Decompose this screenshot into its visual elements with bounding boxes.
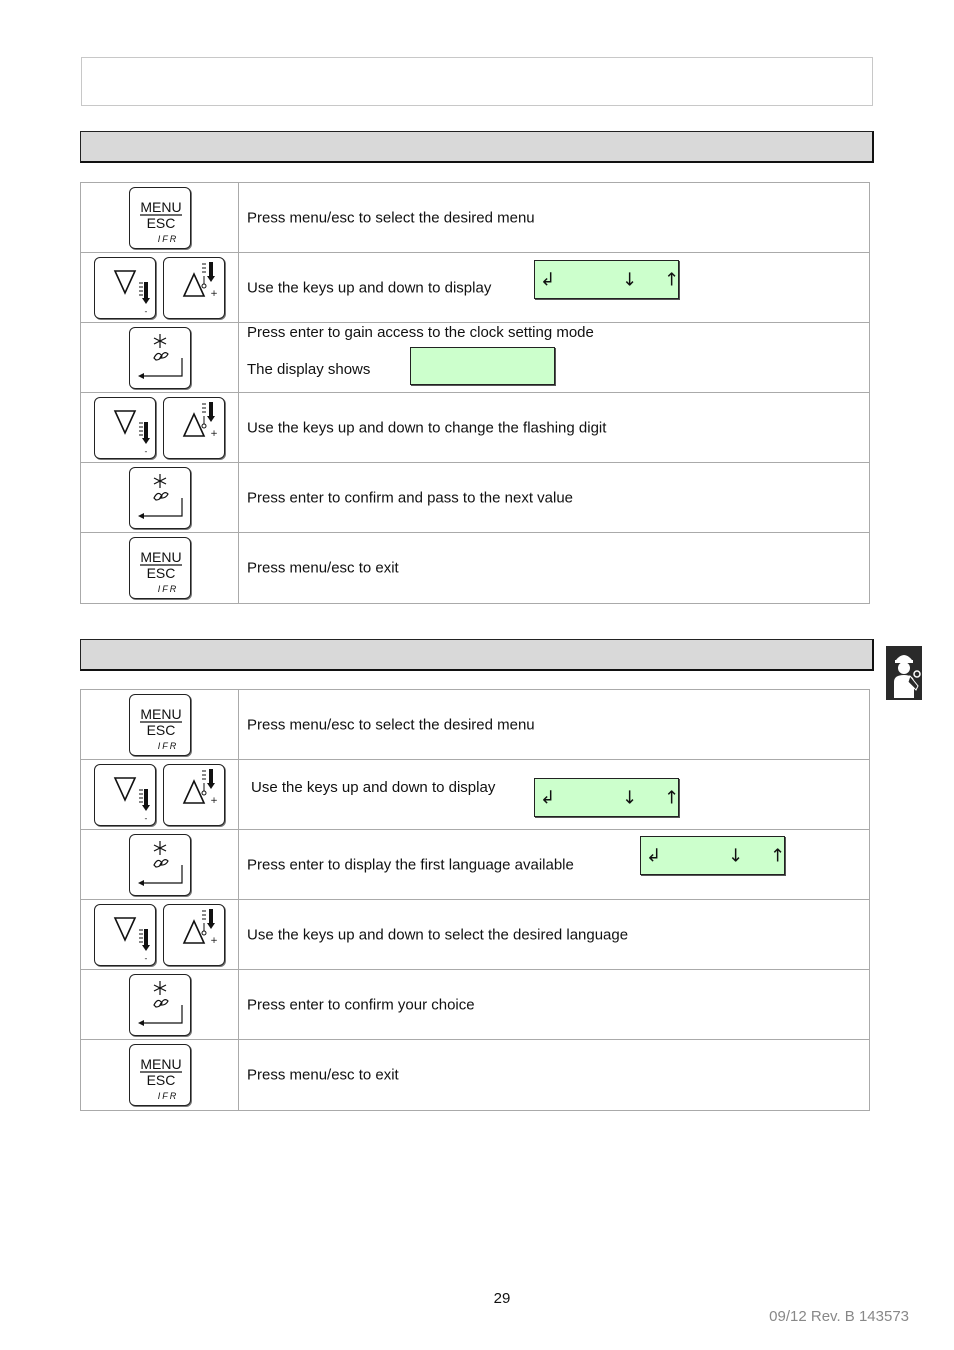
up-key[interactable]	[163, 257, 225, 319]
key-cell	[81, 760, 239, 829]
svg-text:-: -	[144, 813, 148, 823]
menu-esc-key[interactable]	[129, 694, 191, 756]
menu-esc-key[interactable]	[129, 537, 191, 599]
technician-tab	[886, 646, 922, 700]
table-row	[81, 900, 869, 970]
table-row	[81, 183, 869, 253]
esc-key-label: ESC	[146, 1072, 175, 1088]
ifr-key-label: IFR	[157, 233, 178, 244]
technician-icon	[886, 646, 922, 700]
key-cell	[81, 830, 239, 899]
svg-text:+: +	[210, 428, 218, 439]
down-key[interactable]	[94, 257, 156, 319]
lcd-display	[534, 778, 679, 817]
step-text: Press enter to confirm your choice	[247, 996, 475, 1013]
up-key[interactable]	[163, 397, 225, 459]
table-row	[81, 970, 869, 1040]
step-text: Press menu/esc to exit	[247, 559, 399, 577]
menu-esc-key[interactable]	[129, 187, 191, 249]
header-box	[81, 57, 873, 106]
step-text: Press enter to gain access to the clock setting mode	[247, 324, 594, 341]
up-arrow-icon: ↑	[664, 269, 680, 290]
step-text: Press menu/esc to select the desired menu	[247, 716, 535, 733]
section-header-language	[80, 639, 874, 671]
steps-table-clock	[80, 182, 870, 604]
esc-key-label: ESC	[146, 565, 175, 581]
steps-table-language	[80, 689, 870, 1111]
enter-key[interactable]	[129, 974, 191, 1036]
lcd-display	[640, 836, 785, 875]
esc-key-label: ESC	[146, 721, 175, 738]
key-cell	[81, 463, 239, 532]
lcd-display	[410, 347, 555, 385]
key-cell	[81, 690, 239, 759]
table-row	[81, 463, 869, 533]
esc-key-label: ESC	[146, 214, 175, 231]
step-text: Press menu/esc to select the desired menu	[247, 209, 535, 226]
ifr-key-label: IFR	[157, 1091, 178, 1101]
step-text: Use the keys up and down to select the desired language	[247, 926, 629, 943]
svg-text:-: -	[144, 953, 148, 963]
enter-key[interactable]	[129, 327, 191, 389]
key-cell	[81, 970, 239, 1039]
key-cell	[81, 323, 239, 392]
menu-key-label: MENU	[139, 705, 182, 722]
menu-esc-key[interactable]	[129, 1044, 191, 1106]
table-row	[81, 1040, 869, 1110]
up-arrow-icon: ↑	[664, 787, 680, 808]
down-arrow-icon: ↓	[728, 845, 744, 866]
menu-key-label: MENU	[139, 198, 182, 215]
down-key[interactable]	[94, 397, 156, 459]
table-row	[81, 533, 869, 603]
key-cell	[81, 900, 239, 969]
svg-text:+: +	[210, 288, 218, 299]
up-key[interactable]	[163, 764, 225, 826]
table-row	[81, 830, 869, 900]
enter-arrow-icon: ↲	[540, 269, 556, 290]
step-text: Press menu/esc to exit	[247, 1066, 399, 1084]
lcd-display	[534, 260, 679, 299]
up-arrow-icon: ↑	[770, 845, 786, 866]
down-key[interactable]	[94, 764, 156, 826]
down-arrow-icon: ↓	[622, 269, 638, 290]
step-text: Use the keys up and down to display	[251, 779, 496, 796]
step-text: Press enter to confirm and pass to the next value	[247, 489, 574, 506]
svg-text:+: +	[210, 795, 218, 806]
ifr-key-label: IFR	[157, 740, 178, 751]
down-key[interactable]	[94, 904, 156, 966]
step-text-secondary: The display shows	[247, 361, 371, 378]
svg-text:-: -	[144, 446, 148, 456]
menu-key-label: MENU	[139, 549, 182, 565]
menu-key-label: MENU	[139, 1056, 182, 1072]
table-row	[81, 690, 869, 760]
step-text: Use the keys up and down to display	[247, 279, 492, 296]
section-header-clock	[80, 131, 874, 163]
enter-arrow-icon: ↲	[646, 845, 662, 866]
key-cell	[81, 393, 239, 462]
table-row	[81, 393, 869, 463]
svg-text:-: -	[144, 306, 148, 316]
key-cell	[81, 533, 239, 603]
enter-key[interactable]	[129, 834, 191, 896]
up-key[interactable]	[163, 904, 225, 966]
table-row	[81, 760, 869, 830]
page-number: 29	[493, 1290, 511, 1307]
revision-label: 09/12 Rev. B 143573	[769, 1308, 909, 1325]
key-cell	[81, 183, 239, 252]
table-row	[81, 323, 869, 393]
enter-key[interactable]	[129, 467, 191, 529]
ifr-key-label: IFR	[157, 584, 178, 594]
key-cell	[81, 253, 239, 322]
step-text: Use the keys up and down to change the flashing digit	[247, 419, 607, 436]
enter-arrow-icon: ↲	[540, 787, 556, 808]
down-arrow-icon: ↓	[622, 787, 638, 808]
svg-text:+: +	[210, 935, 218, 946]
table-row	[81, 253, 869, 323]
step-text: Press enter to display the first language available	[247, 856, 574, 873]
key-cell	[81, 1040, 239, 1110]
